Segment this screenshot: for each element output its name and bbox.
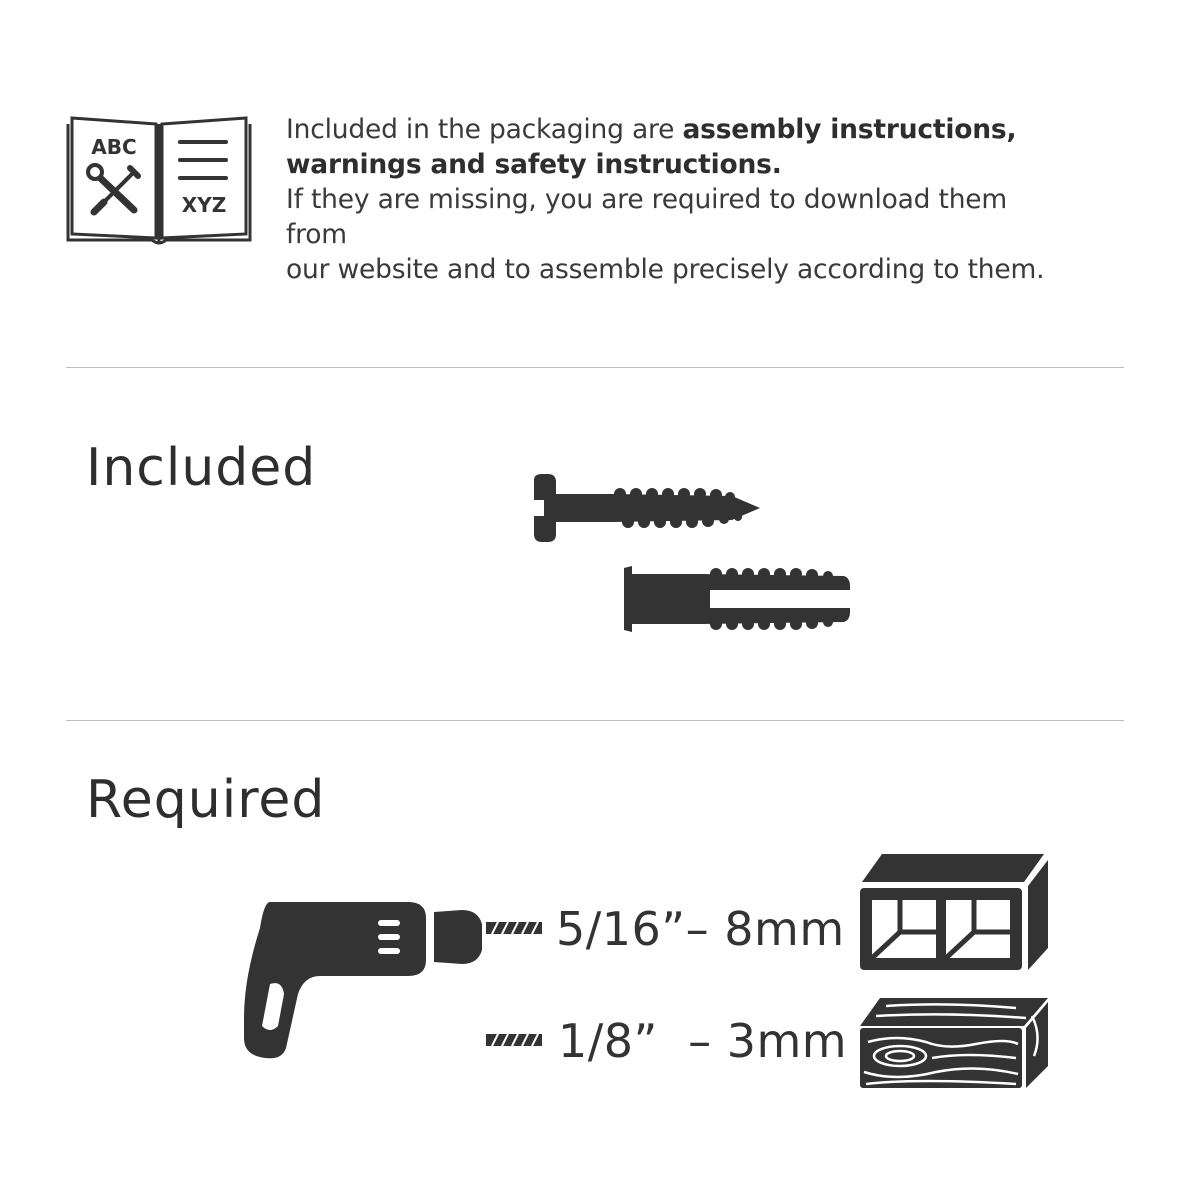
safety-notice — [286, 112, 1066, 287]
divider-top — [66, 367, 1124, 368]
wood-block-icon — [856, 996, 1052, 1090]
drill-bit-8mm-icon — [486, 922, 542, 934]
required-title: Required — [86, 770, 326, 830]
divider-bottom — [66, 720, 1124, 721]
hollow-brick-icon — [856, 852, 1052, 974]
notice-line-3: If they are missing, you are required to download them from — [286, 184, 1008, 250]
drill-bit-3mm-icon — [486, 1034, 542, 1046]
notice-line-2-bold: warnings and safety instructions. — [286, 149, 782, 180]
instruction-manual-icon — [64, 114, 254, 248]
notice-line-2 — [286, 147, 1066, 182]
drill-bit-label-8mm: 5/16”– 8mm — [556, 902, 845, 956]
screw-icon — [528, 470, 764, 546]
drill-icon — [240, 898, 488, 1060]
notice-line-1-text: Included in the packaging are — [286, 114, 683, 145]
manual-label-bottom: XYZ — [181, 193, 227, 217]
notice-line-1-bold: assembly instructions, — [682, 114, 1017, 145]
wall-plug-icon — [620, 564, 852, 634]
notice-line-1 — [286, 112, 1066, 147]
manual-label-top: ABC — [91, 135, 137, 159]
included-title: Included — [86, 438, 317, 498]
drill-bit-label-3mm: 1/8” – 3mm — [558, 1014, 848, 1068]
notice-line-4: our website and to assemble precisely according to them. — [286, 254, 1045, 285]
